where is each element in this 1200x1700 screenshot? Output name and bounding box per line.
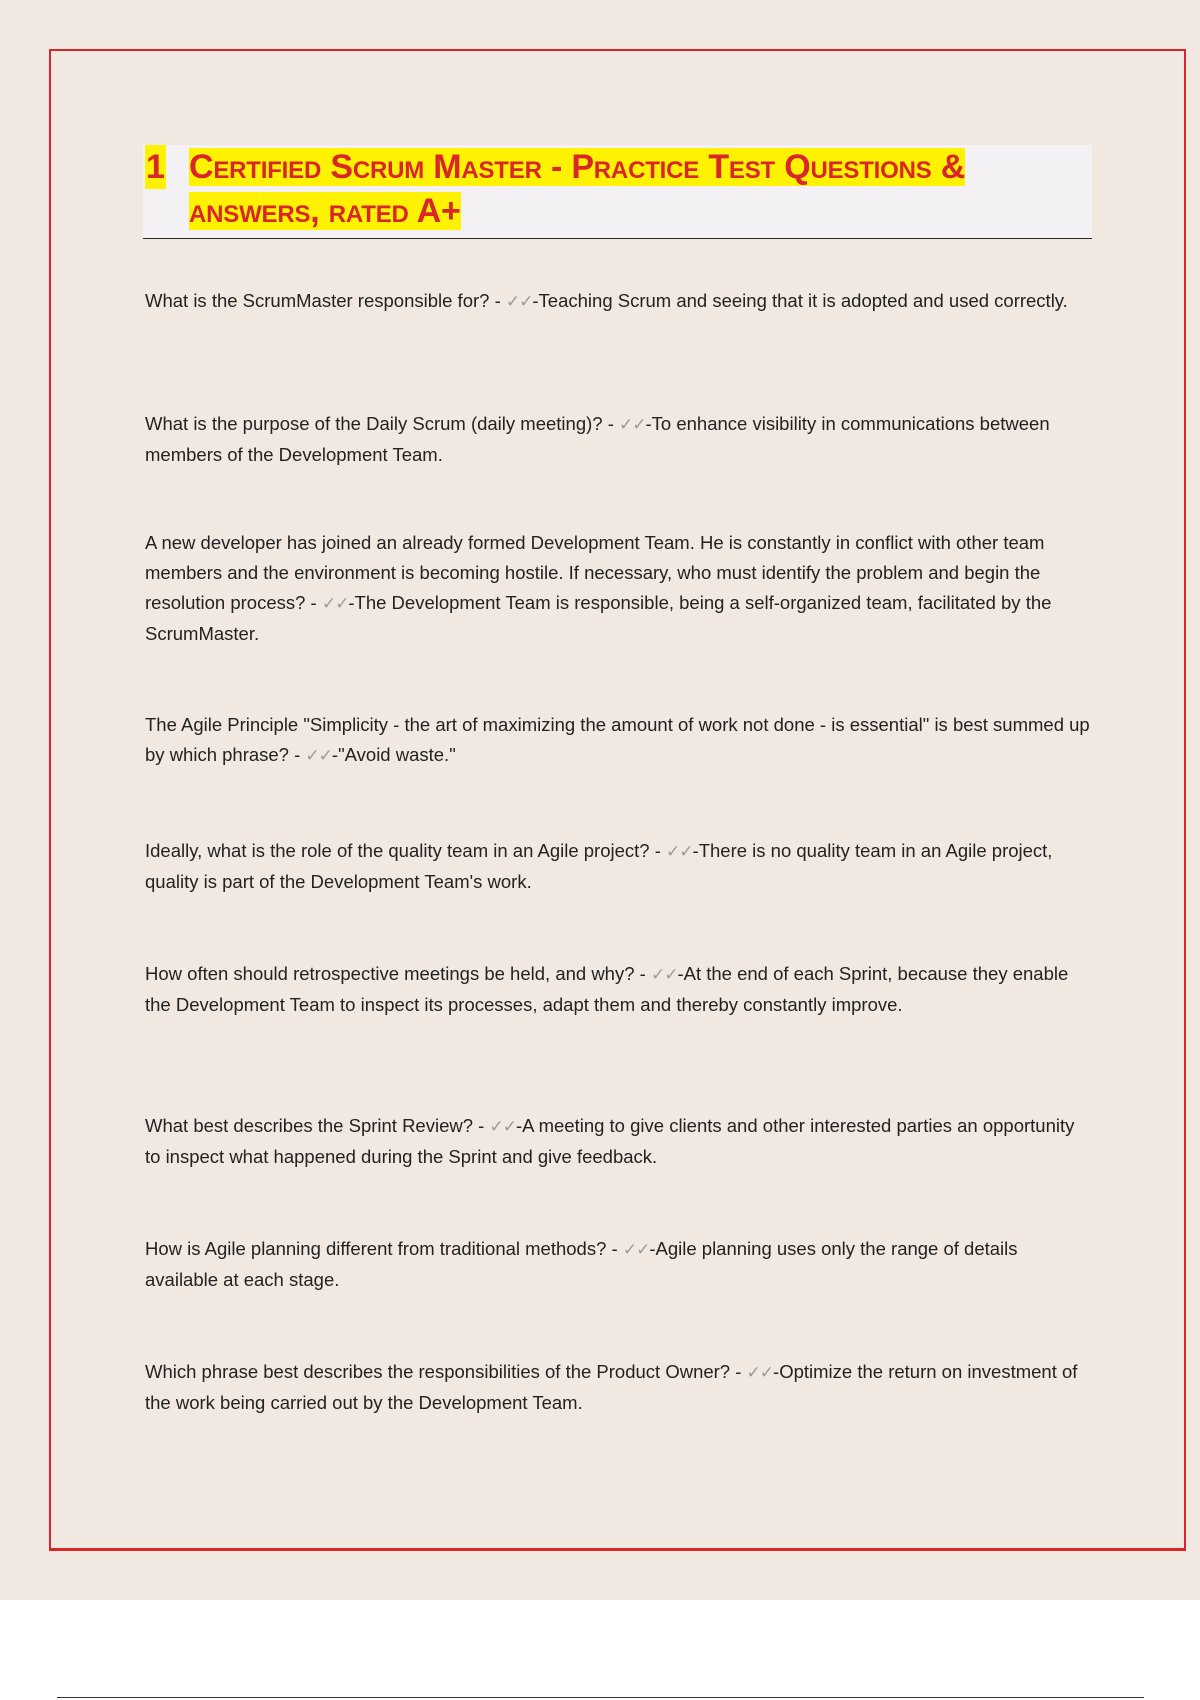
- question-text: What is the purpose of the Daily Scrum (daily meeting)? -: [145, 413, 619, 434]
- qa-item: [145, 710, 1093, 771]
- document-heading: [143, 145, 1092, 239]
- answer-text: -A meeting to give clients and other interested parties an opportunity to inspect what happened during the Sprint and give feedback.: [145, 1115, 1075, 1167]
- double-check-icon: ✓✓: [650, 965, 678, 985]
- page-border-frame: [49, 49, 1186, 1551]
- answer-text: -To enhance visibility in communications between members of the Development Team.: [145, 413, 1050, 465]
- question-text: Which phrase best describes the responsibilities of the Product Owner? -: [145, 1361, 747, 1382]
- answer-text: -The Development Team is responsible, being a self-organized team, facilitated by the ScrumMaster.: [145, 592, 1052, 644]
- answer-text: -At the end of each Sprint, because they enable the Development Team to inspect its processes, adapt them and thereby constantly improve.: [145, 963, 1069, 1015]
- double-check-icon: ✓✓: [321, 594, 349, 614]
- qa-item: [145, 1111, 1093, 1172]
- answer-text: -There is no quality team in an Agile project, quality is part of the Development Team's work.: [145, 840, 1053, 892]
- question-text: Ideally, what is the role of the quality team in an Agile project? -: [145, 840, 667, 861]
- qa-item: [145, 409, 1093, 470]
- qa-item: [145, 836, 1093, 897]
- qa-item: [145, 1357, 1093, 1418]
- question-text: How is Agile planning different from traditional methods? -: [145, 1238, 623, 1259]
- qa-item: [145, 1234, 1093, 1295]
- question-text: What is the ScrumMaster responsible for? -: [145, 290, 506, 311]
- question-text: A new developer has joined an already formed Development Team. He is constantly in conflict with other team members and the environment is becoming hostile. If necessary, who must identify the problem and begin the resolution process? -: [145, 532, 1045, 613]
- next-page-top-rule: [57, 1697, 1144, 1698]
- answer-text: -"Avoid waste.": [331, 744, 456, 765]
- question-text: The Agile Principle "Simplicity - the art of maximizing the amount of work not done - is essential" is best summed up by which phrase? -: [145, 714, 1090, 765]
- qa-item: [145, 286, 1093, 317]
- heading-number: 1: [145, 145, 166, 189]
- double-check-icon: ✓✓: [666, 842, 693, 862]
- double-check-icon: ✓✓: [619, 415, 646, 435]
- qa-item: [145, 959, 1093, 1020]
- answer-text: -Optimize the return on investment of the work being carried out by the Development Team.: [145, 1361, 1078, 1413]
- heading-title-text: Certified Scrum Master - Practice Test Questions & answers, rated A+: [189, 148, 966, 230]
- answer-text: -Agile planning uses only the range of details available at each stage.: [145, 1238, 1018, 1290]
- heading-title: [189, 145, 1069, 233]
- double-check-icon: ✓✓: [489, 1117, 516, 1137]
- double-check-icon: ✓✓: [622, 1240, 650, 1260]
- question-text: How often should retrospective meetings be held, and why? -: [145, 963, 651, 984]
- double-check-icon: ✓✓: [746, 1363, 774, 1383]
- double-check-icon: ✓✓: [505, 292, 533, 312]
- question-text: What best describes the Sprint Review? -: [145, 1115, 490, 1136]
- qa-item: [145, 528, 1093, 649]
- double-check-icon: ✓✓: [305, 746, 332, 766]
- answer-text: -Teaching Scrum and seeing that it is adopted and used correctly.: [532, 290, 1068, 311]
